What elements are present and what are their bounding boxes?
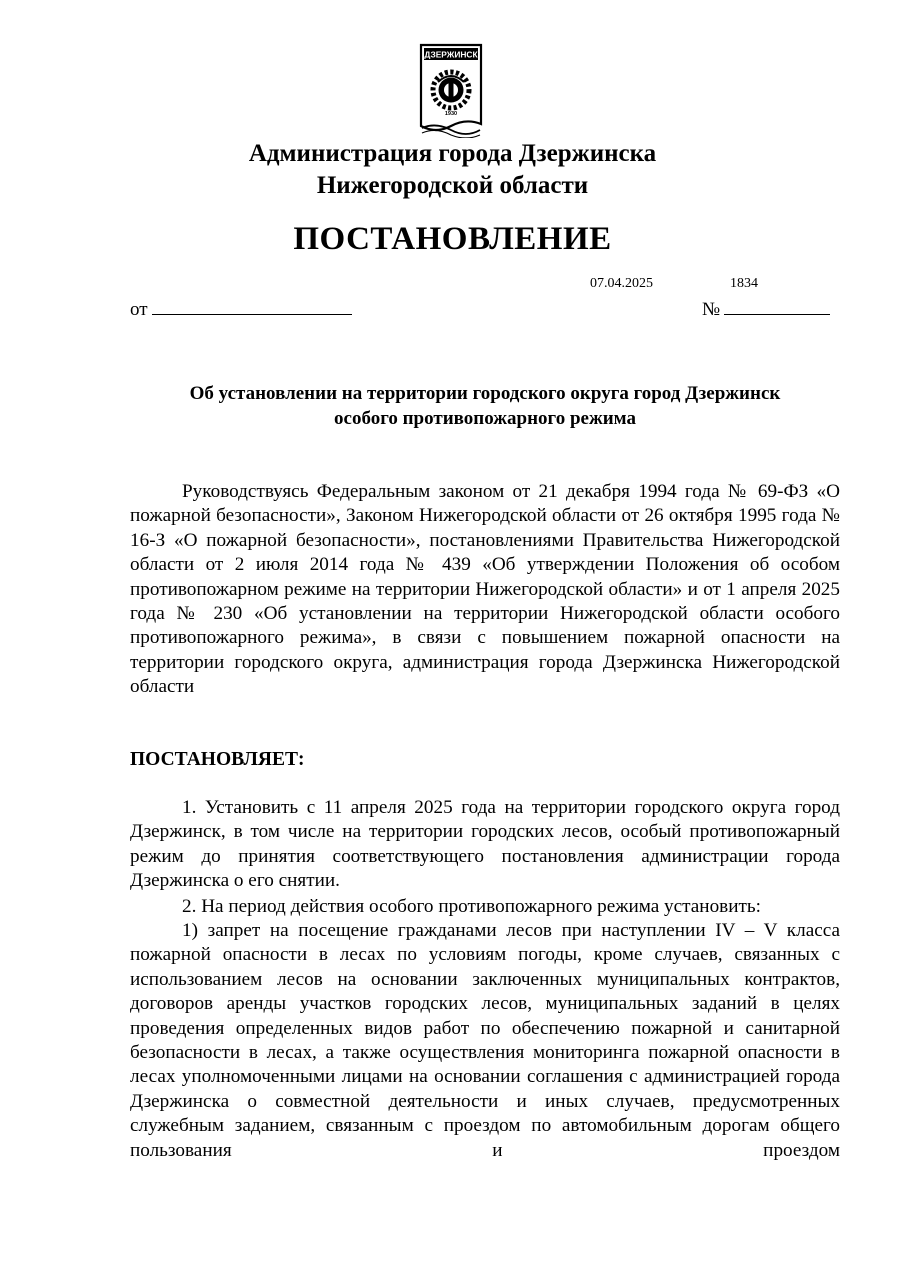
clause-2-paragraph: 2. На период действия особого противопожарного режима установить:: [182, 896, 761, 917]
city-coat-of-arms-icon: [418, 42, 484, 138]
organization-name-line1: Администрация города Дзержинска: [248, 140, 657, 167]
registration-date: 07.04.2025: [590, 276, 653, 291]
preamble-paragraph: Руководствуясь Федеральным законом от 21 декабря 1994 года № 69-ФЗ «О пожарной безопасности», Законом Нижегородской области от 26 октября 1995 года № 16-З «О пожарной безопасности», постановлениями Правительства Нижегородской области от 2 июля 2014 года № 439 «Об утверждении Положения об особом противопожарном режиме на территории Нижегородской области» и от 1 апреля 2025 года № 230 «Об установлении на территории Нижегородской области особого противопожарного режима», в связи с повышением пожарной опасности на территории городского округа, администрация города Дзержинска Нижегородской области: [130, 481, 840, 698]
number-sign: №: [702, 299, 721, 320]
decree-heading: ПОСТАНОВЛЯЕТ:: [130, 749, 305, 770]
clause-1-paragraph: 1. Установить с 11 апреля 2025 года на территории городского округа город Дзержинск, в том числе на территории городских лесов, особый противопожарный режим до принятия соответствующего постановления администрации города Дзержинска о его снятии.: [130, 797, 840, 892]
emblem-label: ДЗЕРЖИНСК: [424, 49, 478, 60]
document-type-heading: ПОСТАНОВЛЕНИЕ: [293, 221, 612, 257]
number-underline: [724, 296, 830, 315]
organization-name: [0, 138, 905, 202]
document-title: [130, 381, 840, 431]
clause-2-subitem-1-paragraph: 1) запрет на посещение гражданами лесов при наступлении IV – V класса пожарной опасности в лесах по условиям погоды, кроме случаев, связанных с использованием лесов на основании заключенных муниципальных контрактов, договоров аренды участков городских лесов, муниципальных заданий в целях проведения определенных видов работ по обеспечению пожарной и санитарной безопасности в лесах, а также осуществления мониторинга пожарной опасности в лесах уполномоченными лицами на основании соглашения с администрацией города Дзержинска о совместной деятельности и иных случаев, предусмотренных служебным заданием, связанным с проездом по автомобильным дорогам общего пользования и проездом: [130, 920, 840, 1161]
number-field: [702, 296, 830, 322]
date-underline: [152, 296, 352, 315]
registration-number: 1834: [730, 276, 758, 291]
date-field: [130, 296, 352, 322]
emblem-year: 1930: [444, 111, 458, 117]
document-title-line1: Об установлении на территории городского округа город Дзержинск: [189, 383, 781, 404]
document-title-line2: особого противопожарного режима: [334, 408, 636, 429]
organization-name-line2: Нижегородской области: [316, 172, 589, 199]
date-prefix: от: [130, 299, 148, 320]
